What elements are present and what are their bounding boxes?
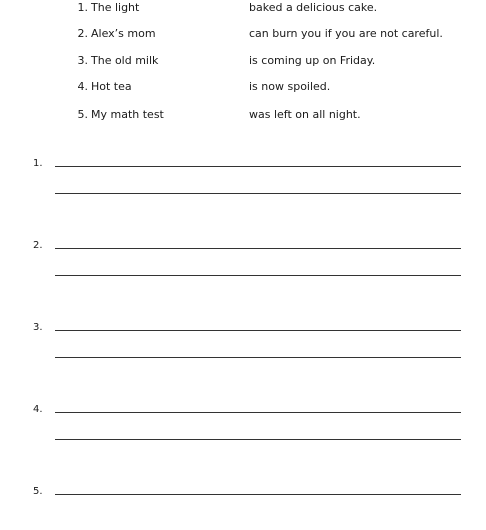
answer-line[interactable]	[55, 166, 461, 167]
answer-number: 1.	[33, 158, 43, 169]
subject-phrase: Alex’s mom	[91, 27, 156, 40]
predicate-phrase: can burn you if you are not careful.	[249, 27, 443, 40]
subject-phrase: My math test	[91, 108, 164, 121]
subject-phrase: The light	[91, 1, 140, 14]
answer-line[interactable]	[55, 330, 461, 331]
predicate-phrase: was left on all night.	[249, 108, 361, 121]
subject-phrase: Hot tea	[91, 80, 132, 93]
matching-number: 1.	[77, 1, 88, 14]
matching-number: 3.	[77, 54, 88, 67]
answer-block	[0, 486, 486, 530]
answer-line[interactable]	[55, 275, 461, 276]
answer-number: 4.	[33, 404, 43, 415]
matching-number: 5.	[77, 108, 88, 121]
answer-block	[0, 322, 486, 366]
subject-phrase: The old milk	[91, 54, 159, 67]
answer-block	[0, 158, 486, 202]
predicate-phrase: baked a delicious cake.	[249, 1, 378, 14]
answer-line[interactable]	[55, 412, 461, 413]
answer-number: 3.	[33, 322, 43, 333]
answer-number: 5.	[33, 486, 43, 497]
answer-block	[0, 404, 486, 448]
answer-number: 2.	[33, 240, 43, 251]
answer-line[interactable]	[55, 494, 461, 495]
answer-line[interactable]	[55, 248, 461, 249]
matching-number: 4.	[77, 80, 88, 93]
predicate-phrase: is now spoiled.	[249, 80, 331, 93]
matching-number: 2.	[77, 27, 88, 40]
answer-block	[0, 240, 486, 284]
answer-line[interactable]	[55, 193, 461, 194]
predicate-phrase: is coming up on Friday.	[249, 54, 376, 67]
answer-line[interactable]	[55, 439, 461, 440]
answer-line[interactable]	[55, 357, 461, 358]
